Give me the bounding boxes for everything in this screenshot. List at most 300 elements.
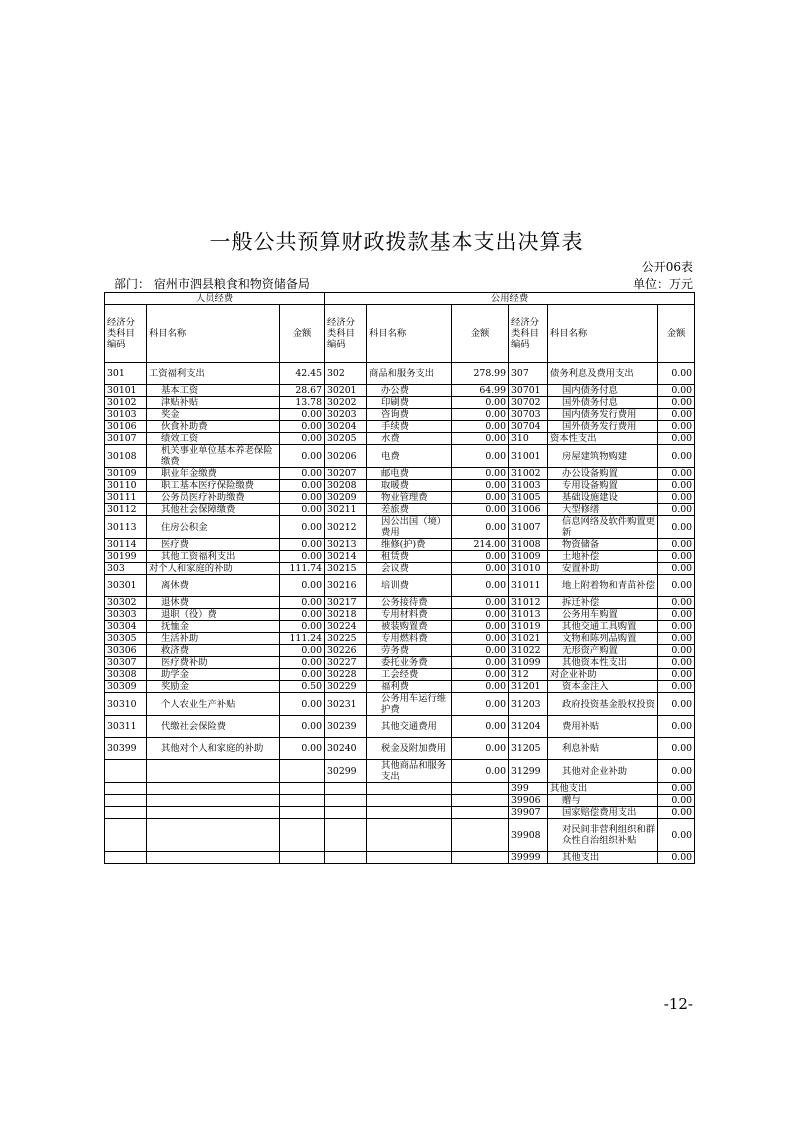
name-cell: 税金及附加费用 bbox=[367, 738, 452, 760]
code-cell: 30211 bbox=[325, 504, 367, 516]
code-cell: 31003 bbox=[509, 480, 548, 492]
code-cell bbox=[105, 760, 147, 783]
code-cell: 31099 bbox=[509, 657, 548, 669]
name-cell: 专用燃料费 bbox=[367, 633, 452, 645]
column-header-row bbox=[105, 305, 695, 363]
code-cell: 30102 bbox=[105, 397, 147, 409]
amount-cell: 0.00 bbox=[280, 468, 325, 480]
code-cell: 30303 bbox=[105, 609, 147, 621]
code-cell: 30214 bbox=[325, 551, 367, 563]
name-cell: 公务接待费 bbox=[367, 597, 452, 609]
amount-cell: 0.00 bbox=[280, 551, 325, 563]
name-cell: 其他支出 bbox=[548, 852, 658, 864]
name-cell: 安置补助 bbox=[548, 563, 658, 575]
code-cell: 30217 bbox=[325, 597, 367, 609]
code-cell: 30206 bbox=[325, 445, 367, 468]
public-group-header: 公用经费 bbox=[325, 293, 695, 305]
department-label: 部门： 宿州市泗县粮食和物资储备局 bbox=[114, 277, 310, 291]
amount-cell: 0.00 bbox=[658, 363, 695, 385]
name-cell bbox=[367, 819, 452, 852]
name-cell: 因公出国（境）费用 bbox=[367, 516, 452, 539]
name-cell: 其他对企业补助 bbox=[548, 760, 658, 783]
name-cell: 培训费 bbox=[367, 575, 452, 597]
name-cell: 其他社会保障缴费 bbox=[147, 504, 280, 516]
code-cell: 30201 bbox=[325, 385, 367, 397]
name-cell: 退休费 bbox=[147, 597, 280, 609]
name-cell: 会议费 bbox=[367, 563, 452, 575]
table-row bbox=[105, 597, 695, 609]
name-cell: 机关事业单位基本养老保险缴费 bbox=[147, 445, 280, 468]
code-cell: 31022 bbox=[509, 645, 548, 657]
table-row bbox=[105, 433, 695, 445]
code-cell bbox=[105, 783, 147, 795]
name-cell: 物业管理费 bbox=[367, 492, 452, 504]
code-cell: 30110 bbox=[105, 480, 147, 492]
name-cell: 无形资产购置 bbox=[548, 645, 658, 657]
amount-cell: 0.00 bbox=[452, 492, 509, 504]
table-row bbox=[105, 575, 695, 597]
name-cell: 公务员医疗补助缴费 bbox=[147, 492, 280, 504]
code-cell: 30304 bbox=[105, 621, 147, 633]
amount-cell: 0.00 bbox=[280, 609, 325, 621]
name-cell: 债务利息及费用支出 bbox=[548, 363, 658, 385]
amount-cell: 0.00 bbox=[452, 657, 509, 669]
amount-cell: 0.00 bbox=[658, 480, 695, 492]
table-row bbox=[105, 681, 695, 693]
name-cell: 其他支出 bbox=[548, 783, 658, 795]
amount-cell: 0.00 bbox=[658, 421, 695, 433]
code-cell bbox=[325, 852, 367, 864]
code-cell bbox=[325, 819, 367, 852]
table-row bbox=[105, 795, 695, 807]
name-cell: 房屋建筑物购建 bbox=[548, 445, 658, 468]
name-cell: 公务用车购置 bbox=[548, 609, 658, 621]
amount-cell: 0.00 bbox=[658, 693, 695, 716]
name-cell: 奖励金 bbox=[147, 681, 280, 693]
name-cell: 救济费 bbox=[147, 645, 280, 657]
amount-cell: 0.00 bbox=[452, 468, 509, 480]
code-cell: 30106 bbox=[105, 421, 147, 433]
code-cell: 310 bbox=[509, 433, 548, 445]
table-row bbox=[105, 504, 695, 516]
table-row bbox=[105, 669, 695, 681]
code-cell: 31002 bbox=[509, 468, 548, 480]
code-cell: 30108 bbox=[105, 445, 147, 468]
name-cell bbox=[147, 852, 280, 864]
name-cell: 其他资本性支出 bbox=[548, 657, 658, 669]
table-row bbox=[105, 645, 695, 657]
amount-cell: 0.00 bbox=[452, 575, 509, 597]
code-cell: 30224 bbox=[325, 621, 367, 633]
name-cell: 基础设施建设 bbox=[548, 492, 658, 504]
name-cell: 办公设备购置 bbox=[548, 468, 658, 480]
name-cell bbox=[367, 807, 452, 819]
table-row bbox=[105, 760, 695, 783]
code-cell: 30307 bbox=[105, 657, 147, 669]
amount-cell: 0.00 bbox=[452, 669, 509, 681]
name-cell: 绩效工资 bbox=[147, 433, 280, 445]
code-cell: 30107 bbox=[105, 433, 147, 445]
table-row bbox=[105, 421, 695, 433]
name-cell: 地上附着物和青苗补偿 bbox=[548, 575, 658, 597]
amount-cell: 0.00 bbox=[452, 563, 509, 575]
name-cell: 职工基本医疗保险缴费 bbox=[147, 480, 280, 492]
table-row bbox=[105, 716, 695, 738]
code-cell: 30229 bbox=[325, 681, 367, 693]
name-cell: 其他交通工具购置 bbox=[548, 621, 658, 633]
amount-cell: 0.00 bbox=[658, 563, 695, 575]
code-cell: 30209 bbox=[325, 492, 367, 504]
amount-cell: 0.00 bbox=[452, 633, 509, 645]
code-cell: 30306 bbox=[105, 645, 147, 657]
name-cell bbox=[367, 852, 452, 864]
amount-cell: 0.00 bbox=[658, 385, 695, 397]
table-row bbox=[105, 738, 695, 760]
table-row bbox=[105, 657, 695, 669]
form-code: 公开06表 bbox=[641, 260, 693, 274]
name-cell: 国内债务发行费用 bbox=[548, 409, 658, 421]
code-cell: 30199 bbox=[105, 551, 147, 563]
name-cell: 其他商品和服务支出 bbox=[367, 760, 452, 783]
amount-cell: 0.00 bbox=[280, 504, 325, 516]
page-title: 一般公共预算财政拨款基本支出决算表 bbox=[209, 230, 584, 254]
name-cell: 赠与 bbox=[548, 795, 658, 807]
code-cell: 30109 bbox=[105, 468, 147, 480]
table-row bbox=[105, 621, 695, 633]
name-cell: 国外债务发行费用 bbox=[548, 421, 658, 433]
name-cell: 伙食补助费 bbox=[147, 421, 280, 433]
code-cell: 30310 bbox=[105, 693, 147, 716]
name-cell: 水费 bbox=[367, 433, 452, 445]
name-cell: 被装购置费 bbox=[367, 621, 452, 633]
name-cell: 利息补贴 bbox=[548, 738, 658, 760]
amount-cell: 0.00 bbox=[658, 551, 695, 563]
code-cell: 30302 bbox=[105, 597, 147, 609]
amount-cell: 0.00 bbox=[452, 433, 509, 445]
code-cell: 31009 bbox=[509, 551, 548, 563]
code-cell: 30101 bbox=[105, 385, 147, 397]
name-cell: 专用设备购置 bbox=[548, 480, 658, 492]
name-cell: 咨询费 bbox=[367, 409, 452, 421]
name-cell: 委托业务费 bbox=[367, 657, 452, 669]
name-cell: 差旅费 bbox=[367, 504, 452, 516]
name-cell: 物资储备 bbox=[548, 539, 658, 551]
table-row bbox=[105, 783, 695, 795]
amount-cell: 0.00 bbox=[280, 539, 325, 551]
table-row bbox=[105, 633, 695, 645]
header-code: 经济分类科目编码 bbox=[105, 305, 147, 363]
name-cell: 国内债务付息 bbox=[548, 385, 658, 397]
amount-cell: 0.00 bbox=[658, 819, 695, 852]
code-cell: 31005 bbox=[509, 492, 548, 504]
amount-cell: 0.00 bbox=[658, 445, 695, 468]
table-row bbox=[105, 468, 695, 480]
amount-cell: 0.00 bbox=[452, 516, 509, 539]
code-cell: 30228 bbox=[325, 669, 367, 681]
amount-cell: 0.00 bbox=[658, 539, 695, 551]
amount-cell: 278.99 bbox=[452, 363, 509, 385]
amount-cell: 0.00 bbox=[658, 795, 695, 807]
amount-cell: 0.00 bbox=[280, 693, 325, 716]
amount-cell bbox=[452, 819, 509, 852]
name-cell: 专用材料费 bbox=[367, 609, 452, 621]
table-row bbox=[105, 693, 695, 716]
amount-cell: 0.00 bbox=[658, 657, 695, 669]
code-cell: 39908 bbox=[509, 819, 548, 852]
amount-cell: 0.00 bbox=[452, 621, 509, 633]
name-cell: 福利费 bbox=[367, 681, 452, 693]
code-cell: 30103 bbox=[105, 409, 147, 421]
name-cell: 退职（役）费 bbox=[147, 609, 280, 621]
amount-cell: 0.00 bbox=[658, 597, 695, 609]
name-cell: 邮电费 bbox=[367, 468, 452, 480]
header-amount: 金额 bbox=[280, 305, 325, 363]
amount-cell bbox=[452, 783, 509, 795]
header-name: 科目名称 bbox=[367, 305, 452, 363]
name-cell bbox=[147, 819, 280, 852]
name-cell: 国家赔偿费用支出 bbox=[548, 807, 658, 819]
code-cell: 31011 bbox=[509, 575, 548, 597]
code-cell: 31006 bbox=[509, 504, 548, 516]
table-row bbox=[105, 397, 695, 409]
amount-cell: 0.00 bbox=[452, 551, 509, 563]
table-row bbox=[105, 385, 695, 397]
code-cell: 30111 bbox=[105, 492, 147, 504]
amount-cell: 0.00 bbox=[452, 681, 509, 693]
name-cell: 对民间非营利组织和群众性自治组织补贴 bbox=[548, 819, 658, 852]
name-cell: 职业年金缴费 bbox=[147, 468, 280, 480]
header-name: 科目名称 bbox=[147, 305, 280, 363]
table-body bbox=[105, 363, 695, 864]
table-row bbox=[105, 852, 695, 864]
amount-cell: 0.00 bbox=[658, 807, 695, 819]
code-cell bbox=[105, 807, 147, 819]
amount-cell: 0.00 bbox=[280, 716, 325, 738]
name-cell: 助学金 bbox=[147, 669, 280, 681]
name-cell: 医疗费 bbox=[147, 539, 280, 551]
code-cell: 30225 bbox=[325, 633, 367, 645]
code-cell: 30203 bbox=[325, 409, 367, 421]
amount-cell: 0.00 bbox=[280, 645, 325, 657]
name-cell: 土地补偿 bbox=[548, 551, 658, 563]
table-row bbox=[105, 807, 695, 819]
amount-cell: 111.24 bbox=[280, 633, 325, 645]
table-row bbox=[105, 409, 695, 421]
amount-cell: 0.00 bbox=[658, 433, 695, 445]
amount-cell: 0.00 bbox=[658, 575, 695, 597]
code-cell: 30308 bbox=[105, 669, 147, 681]
code-cell: 31019 bbox=[509, 621, 548, 633]
amount-cell: 0.00 bbox=[452, 409, 509, 421]
name-cell: 其他对个人和家庭的补助 bbox=[147, 738, 280, 760]
amount-cell: 0.00 bbox=[658, 681, 695, 693]
name-cell: 抚恤金 bbox=[147, 621, 280, 633]
code-cell: 30704 bbox=[509, 421, 548, 433]
code-cell: 31013 bbox=[509, 609, 548, 621]
code-cell: 39999 bbox=[509, 852, 548, 864]
code-cell: 30226 bbox=[325, 645, 367, 657]
code-cell: 30311 bbox=[105, 716, 147, 738]
code-cell bbox=[105, 795, 147, 807]
code-cell: 30399 bbox=[105, 738, 147, 760]
name-cell: 租赁费 bbox=[367, 551, 452, 563]
name-cell: 工会经费 bbox=[367, 669, 452, 681]
name-cell bbox=[147, 760, 280, 783]
code-cell bbox=[105, 819, 147, 852]
amount-cell: 0.00 bbox=[658, 409, 695, 421]
group-header-row bbox=[105, 293, 695, 305]
amount-cell: 0.00 bbox=[452, 738, 509, 760]
code-cell: 39906 bbox=[509, 795, 548, 807]
code-cell: 31021 bbox=[509, 633, 548, 645]
amount-cell: 0.00 bbox=[658, 783, 695, 795]
amount-cell: 0.00 bbox=[658, 504, 695, 516]
name-cell: 代缴社会保险费 bbox=[147, 716, 280, 738]
table-row bbox=[105, 516, 695, 539]
amount-cell: 0.00 bbox=[280, 433, 325, 445]
code-cell: 31201 bbox=[509, 681, 548, 693]
amount-cell: 0.00 bbox=[658, 716, 695, 738]
amount-cell: 0.00 bbox=[452, 597, 509, 609]
table-row bbox=[105, 492, 695, 504]
amount-cell: 0.00 bbox=[280, 409, 325, 421]
amount-cell: 28.67 bbox=[280, 385, 325, 397]
amount-cell: 0.00 bbox=[280, 445, 325, 468]
header-name: 科目名称 bbox=[548, 305, 658, 363]
name-cell: 个人农业生产补贴 bbox=[147, 693, 280, 716]
code-cell: 30212 bbox=[325, 516, 367, 539]
name-cell: 工资福利支出 bbox=[147, 363, 280, 385]
amount-cell: 0.00 bbox=[658, 492, 695, 504]
name-cell bbox=[367, 783, 452, 795]
code-cell: 31001 bbox=[509, 445, 548, 468]
code-cell: 30113 bbox=[105, 516, 147, 539]
code-cell bbox=[325, 795, 367, 807]
amount-cell: 0.00 bbox=[452, 645, 509, 657]
table-row bbox=[105, 609, 695, 621]
code-cell bbox=[105, 852, 147, 864]
page-number: -12- bbox=[663, 995, 693, 1013]
table-row bbox=[105, 563, 695, 575]
code-cell: 399 bbox=[509, 783, 548, 795]
amount-cell bbox=[280, 807, 325, 819]
amount-cell: 0.00 bbox=[452, 397, 509, 409]
amount-cell: 0.00 bbox=[280, 516, 325, 539]
amount-cell: 0.00 bbox=[658, 852, 695, 864]
table-row bbox=[105, 539, 695, 551]
amount-cell: 0.00 bbox=[280, 621, 325, 633]
code-cell: 303 bbox=[105, 563, 147, 575]
name-cell: 政府投资基金股权投资 bbox=[548, 693, 658, 716]
amount-cell: 0.00 bbox=[658, 516, 695, 539]
code-cell: 30205 bbox=[325, 433, 367, 445]
name-cell bbox=[147, 795, 280, 807]
code-cell: 307 bbox=[509, 363, 548, 385]
amount-cell bbox=[452, 807, 509, 819]
code-cell: 30215 bbox=[325, 563, 367, 575]
amount-cell: 0.00 bbox=[452, 421, 509, 433]
table-row bbox=[105, 480, 695, 492]
amount-cell: 13.78 bbox=[280, 397, 325, 409]
code-cell: 30231 bbox=[325, 693, 367, 716]
header-amount: 金额 bbox=[658, 305, 695, 363]
code-cell: 302 bbox=[325, 363, 367, 385]
code-cell: 30218 bbox=[325, 609, 367, 621]
expenditure-table bbox=[104, 292, 695, 864]
amount-cell: 0.50 bbox=[280, 681, 325, 693]
amount-cell: 0.00 bbox=[658, 669, 695, 681]
name-cell: 文物和陈列品购置 bbox=[548, 633, 658, 645]
code-cell: 30240 bbox=[325, 738, 367, 760]
name-cell: 国外债务付息 bbox=[548, 397, 658, 409]
amount-cell: 111.74 bbox=[280, 563, 325, 575]
code-cell: 312 bbox=[509, 669, 548, 681]
name-cell: 劳务费 bbox=[367, 645, 452, 657]
name-cell: 津贴补贴 bbox=[147, 397, 280, 409]
name-cell: 商品和服务支出 bbox=[367, 363, 452, 385]
amount-cell bbox=[452, 795, 509, 807]
amount-cell bbox=[452, 852, 509, 864]
name-cell: 奖金 bbox=[147, 409, 280, 421]
amount-cell: 0.00 bbox=[658, 645, 695, 657]
personnel-group-header: 人员经费 bbox=[105, 293, 325, 305]
code-cell: 31205 bbox=[509, 738, 548, 760]
name-cell: 其他交通费用 bbox=[367, 716, 452, 738]
code-cell: 30114 bbox=[105, 539, 147, 551]
code-cell: 31010 bbox=[509, 563, 548, 575]
code-cell: 31007 bbox=[509, 516, 548, 539]
amount-cell: 0.00 bbox=[280, 480, 325, 492]
amount-cell: 0.00 bbox=[280, 738, 325, 760]
code-cell: 31299 bbox=[509, 760, 548, 783]
name-cell bbox=[147, 807, 280, 819]
amount-cell: 0.00 bbox=[452, 504, 509, 516]
name-cell bbox=[367, 795, 452, 807]
amount-cell: 64.99 bbox=[452, 385, 509, 397]
name-cell: 生活补助 bbox=[147, 633, 280, 645]
amount-cell: 0.00 bbox=[658, 633, 695, 645]
code-cell: 30305 bbox=[105, 633, 147, 645]
code-cell: 31008 bbox=[509, 539, 548, 551]
code-cell: 30213 bbox=[325, 539, 367, 551]
code-cell: 30701 bbox=[509, 385, 548, 397]
amount-cell: 0.00 bbox=[658, 760, 695, 783]
code-cell: 30239 bbox=[325, 716, 367, 738]
name-cell: 电费 bbox=[367, 445, 452, 468]
name-cell bbox=[147, 783, 280, 795]
name-cell: 其他工资福利支出 bbox=[147, 551, 280, 563]
amount-cell: 0.00 bbox=[658, 609, 695, 621]
table-row bbox=[105, 551, 695, 563]
name-cell: 公务用车运行维护费 bbox=[367, 693, 452, 716]
amount-cell: 42.45 bbox=[280, 363, 325, 385]
name-cell: 对个人和家庭的补助 bbox=[147, 563, 280, 575]
amount-cell: 0.00 bbox=[280, 669, 325, 681]
amount-cell bbox=[280, 819, 325, 852]
amount-cell: 0.00 bbox=[452, 609, 509, 621]
code-cell: 30309 bbox=[105, 681, 147, 693]
name-cell: 维修(护)费 bbox=[367, 539, 452, 551]
code-cell: 39907 bbox=[509, 807, 548, 819]
name-cell: 基本工资 bbox=[147, 385, 280, 397]
table-row bbox=[105, 819, 695, 852]
amount-cell: 0.00 bbox=[280, 421, 325, 433]
header-code: 经济分类科目编码 bbox=[325, 305, 367, 363]
amount-cell: 214.00 bbox=[452, 539, 509, 551]
code-cell: 30301 bbox=[105, 575, 147, 597]
amount-cell: 0.00 bbox=[280, 492, 325, 504]
name-cell: 住房公积金 bbox=[147, 516, 280, 539]
